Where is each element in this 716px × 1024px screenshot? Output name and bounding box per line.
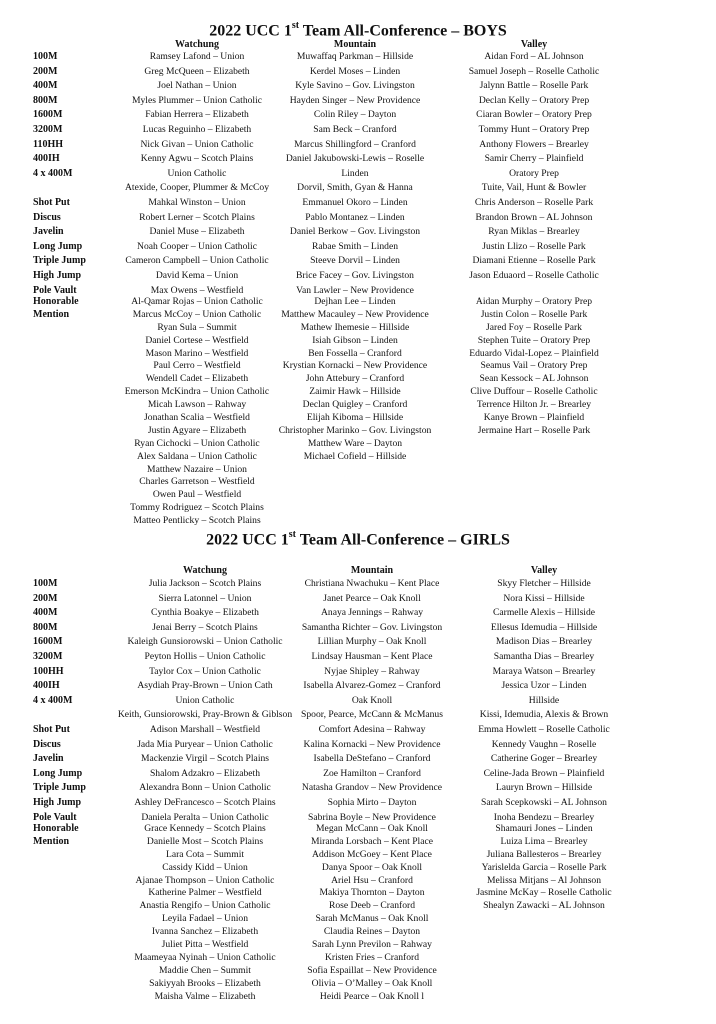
honorable-mention-watchung: Ryan Sula – Summit xyxy=(157,321,237,333)
honorable-mention-watchung: Daniel Cortese – Westfield xyxy=(145,334,249,346)
boys-hm-label-line2: Mention xyxy=(33,308,70,320)
event-row xyxy=(0,768,716,781)
athlete-cell-mountain: Pablo Montanez – Linden xyxy=(305,211,405,223)
honorable-mention-watchung: Maameyaa Nyinah – Union Catholic xyxy=(134,951,276,963)
honorable-mention-watchung: Anastia Rengifo – Union Catholic xyxy=(139,900,271,912)
honorable-mention-mountain: Sarah McManus – Oak Knoll xyxy=(315,913,429,925)
boys-title-rest: Team All-Conference – BOYS xyxy=(299,22,507,40)
athlete-cell-watchung: Fabian Herrera – Elizabeth xyxy=(145,109,249,121)
event-row xyxy=(0,753,716,766)
honorable-mention-mountain: Olivia – O’Malley – Oak Knoll xyxy=(311,977,433,989)
event-row xyxy=(0,797,716,810)
athlete-cell-watchung: David Kema – Union xyxy=(155,270,239,281)
athlete-cell-mountain: Linden xyxy=(341,167,369,179)
athlete-cell-valley: Lauryn Brown – Hillside xyxy=(495,782,593,794)
honorable-mention-mountain: Isiah Gibson – Linden xyxy=(312,334,398,346)
athlete-cell-watchung: Julia Jackson – Scotch Plains xyxy=(148,578,262,589)
athlete-cell-mountain: Brice Facey – Gov. Livingston xyxy=(296,270,414,281)
athlete-cell-watchung: Daniela Peralta – Union Catholic xyxy=(141,811,269,823)
athlete-cell-watchung: Myles Plummer – Union Catholic xyxy=(131,94,263,106)
honorable-mention-valley: Shealyn Zawacki – AL Johnson xyxy=(483,900,605,912)
athlete-cell-mountain: Spoor, Pearce, McCann & McManus xyxy=(301,709,443,721)
athlete-cell-mountain: Sabrina Boyle – New Providence xyxy=(308,811,436,823)
athlete-cell-mountain: Zoe Hamilton – Cranford xyxy=(323,767,421,779)
honorable-mention-watchung: Micah Lawson – Rahway xyxy=(147,399,247,411)
athlete-cell-mountain: Nyjae Shipley – Rahway xyxy=(324,665,420,677)
athlete-cell-watchung: Max Owens – Westfield xyxy=(150,284,244,296)
honorable-mention-watchung: Justin Agyare – Elizabeth xyxy=(147,424,247,436)
event-row xyxy=(0,622,716,635)
athlete-cell-valley: Samantha Dias – Brearley xyxy=(493,651,595,662)
event-row xyxy=(0,709,716,722)
athlete-cell-watchung: Union Catholic xyxy=(175,694,235,706)
athlete-cell-watchung: Atexide, Cooper, Plummer & McCoy xyxy=(124,182,270,194)
event-label: Triple Jump xyxy=(33,255,86,267)
athlete-cell-valley: Maraya Watson – Brearley xyxy=(492,665,596,677)
athlete-cell-valley: Emma Howlett – Roselle Catholic xyxy=(478,724,610,735)
honorable-mention-mountain: Miranda Lorsbach – Kent Place xyxy=(310,835,433,847)
athlete-cell-watchung: Kenny Agwu – Scotch Plains xyxy=(140,153,254,165)
honorable-mention-mountain: Rose Deeb – Cranford xyxy=(328,900,416,912)
athlete-cell-mountain: Christiana Nwachuku – Kent Place xyxy=(304,578,440,589)
honorable-mention-valley: Aidan Murphy – Oratory Prep xyxy=(475,296,593,307)
athlete-cell-valley: Celine-Jada Brown – Plainfield xyxy=(483,767,605,779)
athlete-cell-mountain: Samantha Richter – Gov. Livingston xyxy=(301,621,443,633)
athlete-cell-mountain: Isabella Alvarez-Gomez – Cranford xyxy=(303,680,441,692)
athlete-cell-mountain: Isabella DeStefano – Cranford xyxy=(313,753,431,765)
athlete-cell-valley: Brandon Brown – AL Johnson xyxy=(475,211,593,223)
honorable-mention-watchung: Matteo Pentlicky – Scotch Plains xyxy=(133,515,261,527)
event-label: Shot Put xyxy=(33,197,70,208)
event-label: Shot Put xyxy=(33,724,70,735)
athlete-cell-valley: Anthony Flowers – Brearley xyxy=(479,138,589,150)
athlete-cell-valley: Oratory Prep xyxy=(509,167,559,179)
athlete-cell-watchung: Daniel Muse – Elizabeth xyxy=(149,226,245,238)
honorable-mention-watchung: Lara Cota – Summit xyxy=(165,848,245,860)
athlete-cell-valley: Jessica Uzor – Linden xyxy=(501,680,587,692)
athlete-cell-mountain: Muwaffaq Parkman – Hillside xyxy=(296,51,414,62)
athlete-cell-watchung: Robert Lerner – Scotch Plains xyxy=(139,211,255,223)
event-row xyxy=(0,782,716,795)
athlete-cell-valley: Chris Anderson – Roselle Park xyxy=(474,197,594,208)
honorable-mention-watchung: Katherine Palmer – Westfield xyxy=(148,887,262,899)
honorable-mention-watchung: Sakiyyah Brooks – Elizabeth xyxy=(149,977,261,989)
boys-hm-label-line1: Honorable xyxy=(33,296,79,307)
girls-hm-label xyxy=(33,823,79,849)
athlete-cell-mountain: Van Lawler – New Providence xyxy=(296,284,414,296)
athlete-cell-valley: Declan Kelly – Oratory Prep xyxy=(478,94,590,106)
honorable-mention-mountain: Mathew Ihemesie – Hillside xyxy=(300,321,410,333)
honorable-mention-watchung: Marcus McCoy – Union Catholic xyxy=(132,308,262,320)
event-label: High Jump xyxy=(33,797,82,808)
honorable-mention-valley: Jermaine Hart – Roselle Park xyxy=(477,424,591,436)
event-label: 1600M xyxy=(33,109,63,121)
honorable-mention-valley: Yarislelda Garcia – Roselle Park xyxy=(481,861,607,873)
athlete-cell-mountain: Daniel Jakubowski-Lewis – Roselle xyxy=(285,153,425,165)
girls-title-rest: Team All-Conference – GIRLS xyxy=(295,531,510,549)
honorable-mention-mountain: Michael Cofield – Hillside xyxy=(303,450,407,462)
event-label: 200M xyxy=(33,65,58,77)
athlete-cell-watchung: Asydiah Pray-Brown – Union Cath xyxy=(137,680,273,692)
girls-title xyxy=(0,527,716,549)
honorable-mention-mountain: Ariel Hsu – Cranford xyxy=(331,874,413,886)
honorable-mention-valley: Stephen Tuite – Oratory Prep xyxy=(477,334,591,346)
athlete-cell-watchung: Noah Cooper – Union Catholic xyxy=(137,240,257,252)
athlete-cell-mountain: Sophia Mirto – Dayton xyxy=(327,797,417,808)
honorable-mention-mountain: Zaimir Hawk – Hillside xyxy=(309,386,401,398)
athlete-cell-valley: Skyy Fletcher – Hillside xyxy=(497,578,591,589)
event-label: 400M xyxy=(33,607,58,619)
girls-hm-mountain xyxy=(272,823,472,1003)
athlete-cell-watchung: Nick Givan – Union Catholic xyxy=(140,138,254,150)
honorable-mention-watchung: Grace Kennedy – Scotch Plains xyxy=(144,823,266,834)
event-label: Pole Vault xyxy=(33,811,77,823)
athlete-cell-watchung: Jenai Berry – Scotch Plains xyxy=(152,621,258,633)
athlete-cell-valley: Kissi, Idemudia, Alexis & Brown xyxy=(479,709,609,721)
athlete-cell-mountain: Rabae Smith – Linden xyxy=(311,240,399,252)
honorable-mention-mountain: Matthew Macauley – New Providence xyxy=(281,308,429,320)
event-label: 4 x 400M xyxy=(33,694,73,706)
event-row xyxy=(0,651,716,664)
boys-col-mountain: Mountain xyxy=(333,39,377,50)
honorable-mention-mountain: Makiya Thornton – Dayton xyxy=(319,887,425,899)
honorable-mention-valley: Melissa Mitjans – Al Johnson xyxy=(486,874,602,886)
athlete-cell-watchung: Lucas Reguinho – Elizabeth xyxy=(142,124,252,135)
event-label: High Jump xyxy=(33,270,82,281)
event-label: 400IH xyxy=(33,680,60,692)
event-label: Long Jump xyxy=(33,240,83,252)
athlete-cell-watchung: Cameron Campbell – Union Catholic xyxy=(125,255,269,267)
honorable-mention-valley: Jared Foy – Roselle Park xyxy=(486,321,582,333)
athlete-cell-mountain: Daniel Berkow – Gov. Livingston xyxy=(289,226,421,238)
athlete-cell-valley: Diamani Etienne – Roselle Park xyxy=(472,255,596,267)
honorable-mention-watchung: Cassidy Kidd – Union xyxy=(162,861,248,873)
event-label: 400IH xyxy=(33,153,60,165)
athlete-cell-watchung: Ashley DeFrancesco – Scotch Plains xyxy=(134,797,276,808)
honorable-mention-mountain: Claudia Reines – Dayton xyxy=(323,926,421,938)
event-row xyxy=(0,724,716,737)
honorable-mention-mountain: Heidi Pearce – Oak Knoll l xyxy=(319,990,425,1002)
honorable-mention-valley: Eduardo Vidal-Lopez – Plainfield xyxy=(469,347,599,359)
event-label: 3200M xyxy=(33,651,63,662)
athlete-cell-watchung: Ramsey Lafond – Union xyxy=(149,51,245,62)
honorable-mention-mountain: Declan Quigley – Cranford xyxy=(302,399,408,411)
girls-title-sup: st xyxy=(288,529,296,540)
athlete-cell-mountain: Kerdel Moses – Linden xyxy=(309,65,401,77)
honorable-mention-watchung: Jonathan Scalia – Westfield xyxy=(144,412,250,424)
athlete-cell-watchung: Sierra Latonnel – Union xyxy=(158,592,252,604)
event-row xyxy=(0,593,716,606)
athlete-cell-watchung: Union Catholic xyxy=(167,167,227,179)
boys-title-sup: st xyxy=(291,20,300,31)
event-label: Discus xyxy=(33,211,61,223)
honorable-mention-watchung: Maisha Valme – Elizabeth xyxy=(154,990,256,1002)
athlete-cell-mountain: Lindsay Hausman – Kent Place xyxy=(311,651,433,662)
athlete-cell-watchung: Joel Nathan – Union xyxy=(157,80,237,92)
boys-title-text: 2022 UCC 1 xyxy=(209,22,292,40)
girls-col-mountain: Mountain xyxy=(350,565,394,576)
athlete-cell-mountain: Marcus Shillingford – Cranford xyxy=(294,138,416,150)
athlete-cell-mountain: Kyle Savino – Gov. Livingston xyxy=(295,80,415,92)
event-label: 100M xyxy=(33,578,58,589)
girls-col-valley: Valley xyxy=(530,565,558,576)
honorable-mention-mountain: Danya Spoor – Oak Knoll xyxy=(321,861,423,873)
honorable-mention-watchung: Maddie Chen – Summit xyxy=(159,964,251,976)
athlete-cell-mountain: Hayden Singer – New Providence xyxy=(289,94,421,106)
honorable-mention-valley: Luiza Lima – Brearley xyxy=(500,835,588,847)
honorable-mention-watchung: Charles Garretson – Westfield xyxy=(139,476,255,488)
event-label: Javelin xyxy=(33,753,64,765)
honorable-mention-valley: Seamus Vail – Oratory Prep xyxy=(480,360,588,372)
athlete-cell-valley: Ryan Miklas – Brearley xyxy=(488,226,580,238)
honorable-mention-mountain: Addison McGoey – Kent Place xyxy=(312,848,432,860)
athlete-cell-mountain: Emmanuel Okoro – Linden xyxy=(302,197,408,208)
boys-col-valley: Valley xyxy=(520,39,548,50)
athlete-cell-valley: Jason Eduaord – Roselle Catholic xyxy=(469,270,599,281)
honorable-mention-watchung: Leyila Fadael – Union xyxy=(161,913,249,925)
athlete-cell-mountain: Sam Beck – Cranford xyxy=(313,124,397,135)
athlete-cell-valley: Jalynn Battle – Roselle Park xyxy=(479,80,589,92)
athlete-cell-mountain: Oak Knoll xyxy=(351,694,393,706)
athlete-cell-watchung: Mackenzie Virgil – Scotch Plains xyxy=(140,753,270,765)
event-label: Discus xyxy=(33,738,61,750)
athlete-cell-mountain: Natasha Grandov – New Providence xyxy=(301,782,443,794)
athlete-cell-valley: Hillside xyxy=(528,694,560,706)
athlete-cell-watchung: Shalom Adzakro – Elizabeth xyxy=(149,767,261,779)
athlete-cell-watchung: Mahkal Winston – Union xyxy=(148,197,246,208)
athlete-cell-valley: Tommy Hunt – Oratory Prep xyxy=(478,124,590,135)
athlete-cell-valley: Tuite, Vail, Hunt & Bowler xyxy=(481,182,587,194)
athlete-cell-valley: Madison Dias – Brearley xyxy=(495,636,593,648)
event-row xyxy=(0,578,716,591)
honorable-mention-mountain: Krystian Kornacki – New Providence xyxy=(282,360,428,372)
honorable-mention-watchung: Juliet Pitta – Westfield xyxy=(161,939,249,951)
event-label: Long Jump xyxy=(33,767,83,779)
event-label: 1600M xyxy=(33,636,63,648)
athlete-cell-watchung: Kaleigh Gunsiorowski – Union Catholic xyxy=(127,636,283,648)
honorable-mention-watchung: Owen Paul – Westfield xyxy=(152,489,242,501)
girls-hm-label-line2: Mention xyxy=(33,835,70,847)
event-label: 400M xyxy=(33,80,58,92)
event-label: 110HH xyxy=(33,138,64,150)
athlete-cell-watchung: Cynthia Boakye – Elizabeth xyxy=(151,607,259,619)
honorable-mention-valley: Clive Duffour – Roselle Catholic xyxy=(470,386,598,398)
athlete-cell-valley: Nora Kissi – Hillside xyxy=(503,592,585,604)
honorable-mention-mountain: Elijah Kiboma – Hillside xyxy=(306,412,404,424)
girls-hm-valley xyxy=(450,823,638,913)
boys-col-watchung: Watchung xyxy=(175,39,219,50)
athlete-cell-valley: Kennedy Vaughn – Roselle xyxy=(491,738,597,750)
honorable-mention-valley: Justin Colon – Roselle Park xyxy=(480,308,588,320)
athlete-cell-valley: Ciaran Bowler – Oratory Prep xyxy=(476,109,592,121)
honorable-mention-watchung: Ajanae Thompson – Union Catholic xyxy=(135,874,275,886)
honorable-mention-watchung: Matthew Nazaire – Union xyxy=(147,463,247,475)
event-label: 800M xyxy=(33,621,58,633)
honorable-mention-mountain: Sofia Espaillat – New Providence xyxy=(307,964,437,976)
athlete-cell-valley: Sarah Scepkowski – AL Johnson xyxy=(481,797,607,808)
event-label: 100HH xyxy=(33,665,64,677)
event-label: Pole Vault xyxy=(33,284,77,296)
athlete-cell-mountain: Dorvil, Smith, Gyan & Hanna xyxy=(297,182,413,194)
honorable-mention-watchung: Ivanna Sanchez – Elizabeth xyxy=(151,926,259,938)
honorable-mention-mountain: Matthew Ware – Dayton xyxy=(307,437,403,449)
athlete-cell-valley: Justin Llizo – Roselle Park xyxy=(482,240,586,252)
honorable-mention-watchung: Ryan Cichocki – Union Catholic xyxy=(134,437,260,449)
honorable-mention-watchung: Tommy Rodriguez – Scotch Plains xyxy=(130,502,264,514)
honorable-mention-mountain: Christopher Marinko – Gov. Livingston xyxy=(278,424,432,436)
honorable-mention-valley: Sean Kessock – AL Johnson xyxy=(479,373,589,385)
honorable-mention-valley: Juliana Ballesteros – Brearley xyxy=(486,848,602,860)
girls-title-text: 2022 UCC 1 xyxy=(206,531,289,549)
athlete-cell-watchung: Peyton Hollis – Union Catholic xyxy=(144,651,266,662)
athlete-cell-valley: Samir Cherry – Plainfield xyxy=(484,153,584,165)
athlete-cell-watchung: Keith, Gunsiorowski, Pray-Brown & Giblson xyxy=(117,709,293,721)
event-label: 4 x 400M xyxy=(33,167,73,179)
honorable-mention-mountain: Kristen Fries – Cranford xyxy=(324,951,420,963)
athlete-cell-mountain: Colin Riley – Dayton xyxy=(313,109,397,121)
athlete-cell-mountain: Janet Pearce – Oak Knoll xyxy=(323,592,421,604)
event-row xyxy=(0,695,716,708)
event-label: 800M xyxy=(33,94,58,106)
athlete-cell-watchung: Taylor Cox – Union Catholic xyxy=(149,665,261,677)
event-row xyxy=(0,739,716,752)
event-row xyxy=(0,636,716,649)
honorable-mention-watchung: Mason Marino – Westfield xyxy=(145,347,249,359)
athlete-cell-mountain: Kalina Kornacki – New Providence xyxy=(303,738,441,750)
athlete-cell-mountain: Comfort Adesina – Rahway xyxy=(318,724,426,735)
athlete-cell-valley: Carmelle Alexis – Hillside xyxy=(492,607,596,619)
girls-hm-label-line1: Honorable xyxy=(33,823,79,834)
honorable-mention-mountain: John Attebury – Cranford xyxy=(305,373,405,385)
event-row xyxy=(0,680,716,693)
honorable-mention-watchung: Paul Cerro – Westfield xyxy=(153,360,241,372)
athlete-cell-valley: Ellesus Idemudia – Hillside xyxy=(490,621,598,633)
event-label: Javelin xyxy=(33,226,64,238)
athlete-cell-watchung: Jada Mia Puryear – Union Catholic xyxy=(137,738,273,750)
athlete-cell-watchung: Adison Marshall – Westfield xyxy=(149,724,261,735)
honorable-mention-watchung: Emerson McKindra – Union Catholic xyxy=(124,386,270,398)
event-row xyxy=(0,607,716,620)
honorable-mention-watchung: Wendell Cadet – Elizabeth xyxy=(145,373,249,385)
athlete-cell-valley: Inoha Bendezu – Brearley xyxy=(493,811,595,823)
event-label: 200M xyxy=(33,592,58,604)
honorable-mention-watchung: Danielle Most – Scotch Plains xyxy=(146,835,264,847)
athlete-cell-mountain: Steeve Dorvil – Linden xyxy=(310,255,400,267)
athlete-cell-watchung: Alexandra Bonn – Union Catholic xyxy=(139,782,271,794)
honorable-mention-watchung: Al-Qamar Rojas – Union Catholic xyxy=(131,296,263,307)
girls-col-watchung: Watchung xyxy=(183,565,227,576)
athlete-cell-valley: Samuel Joseph – Roselle Catholic xyxy=(468,65,600,77)
honorable-mention-valley: Kanye Brown – Plainfield xyxy=(483,412,585,424)
event-label: Triple Jump xyxy=(33,782,86,794)
athlete-cell-mountain: Anaya Jennings – Rahway xyxy=(320,607,424,619)
athlete-cell-valley: Catherine Goger – Brearley xyxy=(490,753,598,765)
athlete-cell-watchung: Greg McQueen – Elizabeth xyxy=(144,65,250,77)
honorable-mention-valley: Shamauri Jones – Linden xyxy=(495,823,593,834)
honorable-mention-valley: Terrence Hilton Jr. – Brearley xyxy=(476,399,592,411)
athlete-cell-mountain: Lillian Murphy – Oak Knoll xyxy=(317,636,427,648)
event-row xyxy=(0,666,716,679)
event-label: 100M xyxy=(33,51,58,62)
honorable-mention-mountain: Sarah Lynn Previlon – Rahway xyxy=(312,939,432,951)
honorable-mention-watchung: Alex Saldana – Union Catholic xyxy=(137,450,257,462)
athlete-cell-valley: Aidan Ford – AL Johnson xyxy=(484,51,584,62)
honorable-mention-mountain: Dejhan Lee – Linden xyxy=(314,296,396,307)
honorable-mention-valley: Jasmine McKay – Roselle Catholic xyxy=(476,887,612,899)
honorable-mention-mountain: Megan McCann – Oak Knoll xyxy=(316,823,428,834)
event-label: 3200M xyxy=(33,124,63,135)
honorable-mention-mountain: Ben Fossella – Cranford xyxy=(308,347,402,359)
